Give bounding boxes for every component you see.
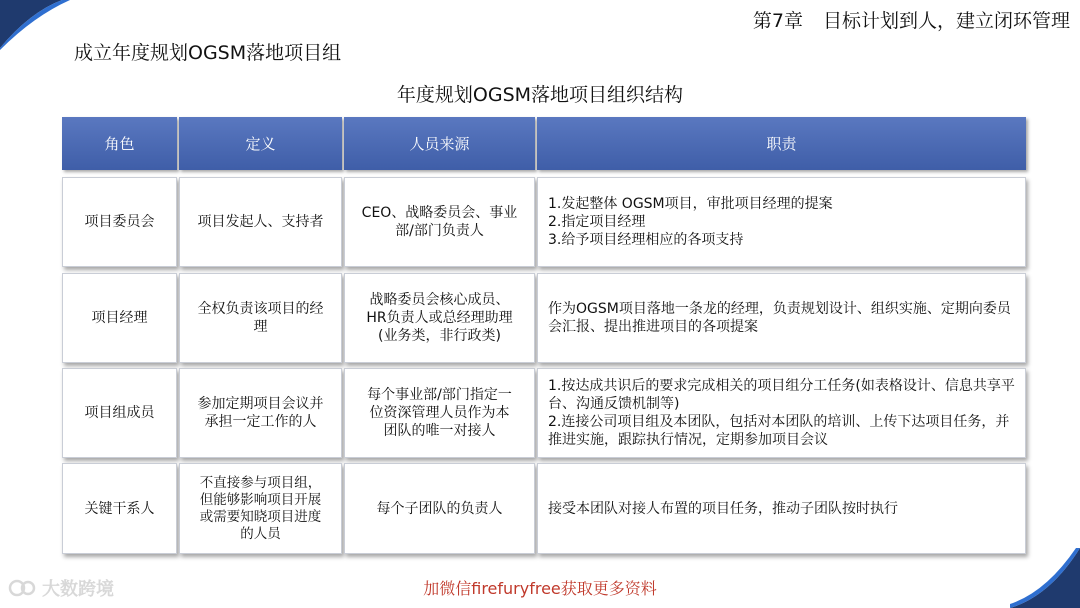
duty-line: 接受本团队对接人布置的项目任务，推动子团队按时执行 — [548, 500, 898, 517]
table-cell-role: 项目组成员 — [62, 368, 177, 458]
column-header-source: 人员来源 — [344, 117, 535, 170]
duty-line: 3.给予项目经理相应的各项支持 — [548, 232, 744, 248]
table-cell-source: 每个事业部/部门指定一位资深管理人员作为本团队的唯一对接人 — [344, 368, 535, 458]
column-header-definition: 定义 — [179, 117, 342, 170]
table-cell-duties — [537, 463, 1026, 554]
table-cell-source: 战略委员会核心成员、HR负责人或总经理助理(业务类，非行政类) — [344, 273, 535, 363]
table-cell-definition: 项目发起人、支持者 — [179, 177, 342, 267]
duty-line: 2.连接公司项目组及本团队，包括对本团队的培训、上传下达项目任务，并推进实施，跟踪执行情况，定期参加项目会议 — [548, 414, 1010, 448]
table-cell-duties — [537, 177, 1026, 267]
column-header-duties: 职责 — [537, 117, 1026, 170]
duty-line: 1.发起整体 OGSM项目，审批项目经理的提案 — [548, 196, 833, 212]
org-structure-table — [62, 117, 1028, 556]
table-cell-definition: 不直接参与项目组，但能够影响项目开展或需要知晓项目进度的人员 — [179, 463, 342, 554]
corner-decoration-top-left — [0, 0, 70, 50]
table-cell-source: 每个子团队的负责人 — [344, 463, 535, 554]
table-cell-source: CEO、战略委员会、事业部/部门负责人 — [344, 177, 535, 267]
table-cell-definition: 参加定期项目会议并承担一定工作的人 — [179, 368, 342, 458]
duty-line: 1.按达成共识后的要求完成相关的项目组分工任务(如表格设计、信息共享平台、沟通反馈机制等) — [548, 378, 1015, 412]
chapter-number: 第7章 — [752, 10, 803, 32]
section-title: 成立年度规划OGSM落地项目组 — [74, 42, 342, 64]
table-cell-duties — [537, 273, 1026, 363]
column-header-role: 角色 — [62, 117, 177, 170]
table-cell-definition: 全权负责该项目的经理 — [179, 273, 342, 363]
duty-line: 2.指定项目经理 — [548, 214, 646, 230]
watermark-text: 大数跨境 — [42, 579, 114, 600]
table-cell-duties — [537, 368, 1026, 458]
chapter-title: 目标计划到人，建立闭环管理 — [822, 10, 1070, 32]
duty-line: 作为OGSM项目落地一条龙的经理，负责规划设计、组织实施、定期向委员会汇报、提出推进项目的各项提案 — [548, 301, 1011, 335]
table-cell-role: 项目经理 — [62, 273, 177, 363]
table-cell-role: 关键干系人 — [62, 463, 177, 554]
footer-note: 加微信firefuryfree获取更多资料 — [423, 579, 657, 598]
chapter-heading — [753, 6, 1070, 33]
table-title: 年度规划OGSM落地项目组织结构 — [396, 84, 684, 106]
table-cell-role: 项目委员会 — [62, 177, 177, 267]
